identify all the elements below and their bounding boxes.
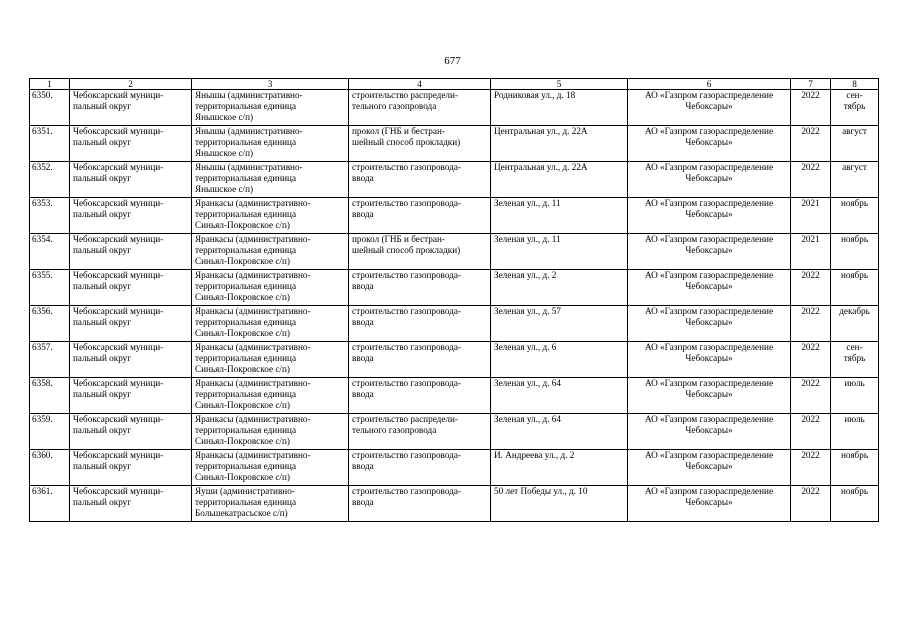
cell-line: АО «Газпром газораспределение [644,378,774,388]
cell-line: АО «Газпром газораспределение [644,126,774,136]
cell-line: ввода [352,281,374,291]
cell-line: сен- [846,90,863,100]
month-cell [831,270,879,306]
cell-line: тельного газопровода [352,425,437,435]
year-cell: 2021 [791,198,831,234]
row-number-cell: 6352. [30,162,70,198]
table-row [30,234,879,270]
locality-cell [192,486,349,522]
cell-line: Чебоксарский муници- [73,414,164,424]
cell-line: прокол (ГНБ и бестран- [352,126,445,136]
address-cell: Зеленая ул., д. 57 [491,306,628,342]
locality-cell [192,90,349,126]
work-type-cell [349,342,491,378]
locality-cell [192,198,349,234]
cell-line: АО «Газпром газораспределение [644,90,774,100]
work-type-cell [349,162,491,198]
cell-line: ноябрь [840,450,869,460]
organization-cell [628,486,791,522]
cell-line: Янышское с/п) [195,184,254,194]
cell-line: АО «Газпром газораспределение [644,198,774,208]
cell-line: Чебоксары» [685,245,733,255]
cell-line: пальный округ [73,101,132,111]
cell-line: территориальная единица [195,389,297,399]
district-cell [70,126,192,162]
address-cell: 50 лет Победы ул., д. 10 [491,486,628,522]
row-number-cell: 6361. [30,486,70,522]
cell-line: Чебоксарский муници- [73,126,164,136]
year-cell: 2022 [791,378,831,414]
district-cell [70,486,192,522]
organization-cell [628,450,791,486]
cell-line: Чебоксары» [685,353,733,363]
cell-line: территориальная единица [195,101,297,111]
cell-line: июль [844,378,865,388]
organization-cell [628,162,791,198]
cell-line: Яранкасы (административно- [195,306,311,316]
locality-cell [192,378,349,414]
cell-line: строительство газопровода- [352,450,461,460]
cell-line: пальный округ [73,461,132,471]
cell-line: Янышское с/п) [195,112,254,122]
cell-line: Чебоксарский муници- [73,90,164,100]
cell-line: Синьял-Покровское с/п) [195,328,290,338]
cell-line: Чебоксарский муници- [73,342,164,352]
cell-line: Яуши (административно- [195,486,295,496]
cell-line: территориальная единица [195,209,297,219]
cell-line: Яранкасы (административно- [195,378,311,388]
work-type-cell [349,126,491,162]
year-cell: 2022 [791,450,831,486]
column-header: 7 [791,79,831,90]
cell-line: АО «Газпром газораспределение [644,450,774,460]
cell-line: территориальная единица [195,173,297,183]
cell-line: Чебоксарский муници- [73,234,164,244]
column-header: 4 [349,79,491,90]
row-number-cell: 6357. [30,342,70,378]
district-cell [70,450,192,486]
year-cell: 2022 [791,126,831,162]
column-header: 1 [30,79,70,90]
organization-cell [628,414,791,450]
cell-line: ноябрь [840,198,869,208]
cell-line: АО «Газпром газораспределение [644,414,774,424]
locality-cell [192,342,349,378]
year-cell: 2022 [791,162,831,198]
cell-line: Чебоксары» [685,209,733,219]
page-number: 677 [444,55,461,67]
cell-line: пальный округ [73,389,132,399]
cell-line: Чебоксары» [685,461,733,471]
cell-line: август [842,126,867,136]
address-cell: Центральная ул., д. 22А [491,126,628,162]
cell-line: Синьял-Покровское с/п) [195,400,290,410]
district-cell [70,198,192,234]
cell-line: ввода [352,209,374,219]
cell-line: Яранкасы (административно- [195,270,311,280]
cell-line: сен- [846,342,863,352]
cell-line: АО «Газпром газораспределение [644,162,774,172]
cell-line: территориальная единица [195,425,297,435]
month-cell [831,162,879,198]
locality-cell [192,162,349,198]
cell-line: прокол (ГНБ и бестран- [352,234,445,244]
district-cell [70,342,192,378]
cell-line: Янышы (административно- [195,162,303,172]
row-number-cell: 6354. [30,234,70,270]
work-type-cell [349,450,491,486]
row-number-cell: 6358. [30,378,70,414]
cell-line: тябрь [843,353,866,363]
cell-line: Чебоксары» [685,281,733,291]
district-cell [70,162,192,198]
locality-cell [192,306,349,342]
month-cell [831,306,879,342]
month-cell [831,198,879,234]
table-row [30,342,879,378]
table-row [30,270,879,306]
year-cell: 2022 [791,486,831,522]
address-cell: Зеленая ул., д. 6 [491,342,628,378]
cell-line: Янышы (административно- [195,126,303,136]
cell-line: Яранкасы (административно- [195,198,311,208]
row-number-cell: 6360. [30,450,70,486]
cell-line: Яранкасы (административно- [195,414,311,424]
table-row [30,126,879,162]
table-row [30,450,879,486]
table-row [30,414,879,450]
organization-cell [628,342,791,378]
organization-cell [628,198,791,234]
cell-line: Чебоксары» [685,137,733,147]
cell-line: ввода [352,173,374,183]
address-cell: Зеленая ул., д. 2 [491,270,628,306]
cell-line: пальный округ [73,497,132,507]
table-row [30,162,879,198]
row-number-cell: 6353. [30,198,70,234]
cell-line: Чебоксарский муници- [73,270,164,280]
cell-line: строительство газопровода- [352,342,461,352]
cell-line: Синьял-Покровское с/п) [195,472,290,482]
organization-cell [628,234,791,270]
cell-line: территориальная единица [195,497,297,507]
cell-line: шейный способ прокладки) [352,245,461,255]
work-type-cell [349,306,491,342]
organization-cell [628,90,791,126]
cell-line: ноябрь [840,486,869,496]
cell-line: пальный округ [73,137,132,147]
cell-line: территориальная единица [195,281,297,291]
cell-line: территориальная единица [195,245,297,255]
cell-line: ноябрь [840,234,869,244]
cell-line: тельного газопровода [352,101,437,111]
cell-line: Чебоксарский муници- [73,450,164,460]
cell-line: Янышы (административно- [195,90,303,100]
month-cell [831,486,879,522]
cell-line: строительство распредели- [352,90,458,100]
work-type-cell [349,486,491,522]
cell-line: Чебоксары» [685,497,733,507]
cell-line: АО «Газпром газораспределение [644,342,774,352]
address-cell: Зеленая ул., д. 11 [491,198,628,234]
column-header: 3 [192,79,349,90]
cell-line: декабрь [839,306,870,316]
cell-line: АО «Газпром газораспределение [644,234,774,244]
work-type-cell [349,270,491,306]
month-cell [831,378,879,414]
cell-line: Чебоксары» [685,389,733,399]
district-cell [70,306,192,342]
address-cell: Центральная ул., д. 22А [491,162,628,198]
cell-line: ввода [352,461,374,471]
cell-line: АО «Газпром газораспределение [644,486,774,496]
cell-line: Чебоксарский муници- [73,306,164,316]
cell-line: Чебоксарский муници- [73,198,164,208]
column-header: 8 [831,79,879,90]
column-header: 2 [70,79,192,90]
locality-cell [192,126,349,162]
cell-line: пальный округ [73,173,132,183]
table-row [30,486,879,522]
cell-line: пальный округ [73,209,132,219]
work-type-cell [349,378,491,414]
district-cell [70,270,192,306]
month-cell [831,414,879,450]
table-row [30,90,879,126]
cell-line: Синьял-Покровское с/п) [195,436,290,446]
cell-line: Чебоксары» [685,317,733,327]
cell-line: территориальная единица [195,353,297,363]
locality-cell [192,234,349,270]
work-type-cell [349,414,491,450]
gasification-table [29,78,879,522]
table-body [30,90,879,522]
district-cell [70,234,192,270]
cell-line: Синьял-Покровское с/п) [195,364,290,374]
work-type-cell [349,198,491,234]
locality-cell [192,450,349,486]
table-row [30,306,879,342]
year-cell: 2022 [791,414,831,450]
row-number-cell: 6350. [30,90,70,126]
month-cell [831,126,879,162]
row-number-cell: 6359. [30,414,70,450]
cell-line: Чебоксары» [685,425,733,435]
table-row [30,378,879,414]
organization-cell [628,126,791,162]
month-cell [831,234,879,270]
cell-line: АО «Газпром газораспределение [644,270,774,280]
address-cell: Зеленая ул., д. 64 [491,414,628,450]
cell-line: пальный округ [73,353,132,363]
district-cell [70,414,192,450]
cell-line: пальный округ [73,317,132,327]
address-cell: И. Андреева ул., д. 2 [491,450,628,486]
cell-line: август [842,162,867,172]
cell-line: Чебоксары» [685,101,733,111]
cell-line: июль [844,414,865,424]
cell-line: строительство газопровода- [352,306,461,316]
organization-cell [628,378,791,414]
cell-line: Чебоксарский муници- [73,162,164,172]
cell-line: строительство газопровода- [352,270,461,280]
month-cell [831,342,879,378]
cell-line: ввода [352,353,374,363]
district-cell [70,90,192,126]
table-row [30,198,879,234]
locality-cell [192,414,349,450]
cell-line: Чебоксары» [685,173,733,183]
row-number-cell: 6351. [30,126,70,162]
locality-cell [192,270,349,306]
year-cell: 2021 [791,234,831,270]
work-type-cell [349,90,491,126]
column-header: 6 [628,79,791,90]
row-number-cell: 6356. [30,306,70,342]
cell-line: ввода [352,317,374,327]
cell-line: строительство распредели- [352,414,458,424]
cell-line: Чебоксарский муници- [73,378,164,388]
month-cell [831,90,879,126]
column-header: 5 [491,79,628,90]
cell-line: ввода [352,389,374,399]
address-cell: Зеленая ул., д. 11 [491,234,628,270]
cell-line: территориальная единица [195,317,297,327]
cell-line: Яранкасы (административно- [195,342,311,352]
cell-line: территориальная единица [195,461,297,471]
cell-line: ноябрь [840,270,869,280]
address-cell: Родниковая ул., д. 18 [491,90,628,126]
header-row [30,79,879,90]
year-cell: 2022 [791,90,831,126]
cell-line: Яранкасы (административно- [195,450,311,460]
cell-line: Яранкасы (административно- [195,234,311,244]
cell-line: АО «Газпром газораспределение [644,306,774,316]
cell-line: строительство газопровода- [352,198,461,208]
cell-line: Янышское с/п) [195,148,254,158]
cell-line: Синьял-Покровское с/п) [195,220,290,230]
cell-line: строительство газопровода- [352,378,461,388]
cell-line: Синьял-Покровское с/п) [195,292,290,302]
cell-line: строительство газопровода- [352,162,461,172]
cell-line: пальный округ [73,425,132,435]
organization-cell [628,270,791,306]
cell-line: тябрь [843,101,866,111]
cell-line: пальный округ [73,281,132,291]
cell-line: Синьял-Покровское с/п) [195,256,290,266]
organization-cell [628,306,791,342]
cell-line: ввода [352,497,374,507]
cell-line: строительство газопровода- [352,486,461,496]
row-number-cell: 6355. [30,270,70,306]
cell-line: территориальная единица [195,137,297,147]
cell-line: пальный округ [73,245,132,255]
year-cell: 2022 [791,270,831,306]
month-cell [831,450,879,486]
cell-line: шейный способ прокладки) [352,137,461,147]
cell-line: Чебоксарский муници- [73,486,164,496]
year-cell: 2022 [791,342,831,378]
year-cell: 2022 [791,306,831,342]
district-cell [70,378,192,414]
address-cell: Зеленая ул., д. 64 [491,378,628,414]
work-type-cell [349,234,491,270]
cell-line: Большекатрасьское с/п) [195,508,288,518]
